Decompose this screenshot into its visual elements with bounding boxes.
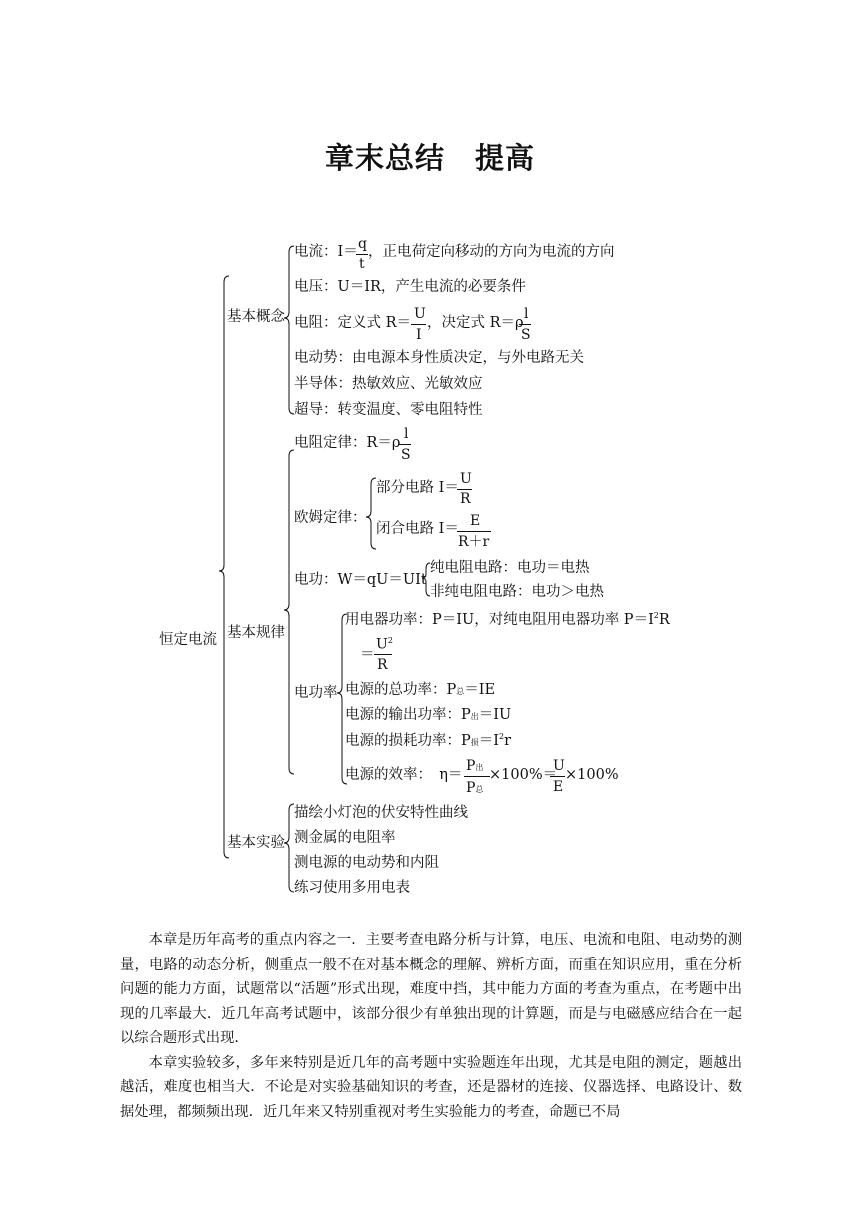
fraction-denominator: R＋r — [458, 534, 490, 550]
body-text — [120, 928, 742, 1124]
fraction-bar — [374, 654, 392, 655]
power-brace — [337, 614, 347, 784]
power-loss: 电源的损耗功率：P损$=I^2r$ — [345, 732, 512, 749]
fraction-denominator: S — [521, 327, 531, 343]
law-work-nonpure: 非纯电阻电路：电功＞电热 — [430, 584, 604, 600]
fraction-denominator: P总 — [466, 780, 484, 796]
branch-label-laws: 基本规律 — [227, 625, 285, 641]
fraction-bar — [411, 324, 426, 325]
fraction-bar — [457, 489, 472, 490]
page-title: 章末总结 提高 — [324, 141, 535, 175]
fraction-denominator: R — [460, 491, 471, 507]
fraction-numerator: U — [460, 471, 472, 487]
experiment-item: 测金属的电阻率 — [294, 830, 396, 846]
fraction-denominator: I — [416, 327, 422, 343]
power-output: 电源的输出功率：P出＝IU — [345, 707, 512, 723]
root-label: 恒定电流 — [159, 632, 217, 648]
branch-label-experiments: 基本实验 — [227, 835, 285, 851]
law-work-pure: 纯电阻电路：电功＝电热 — [430, 560, 590, 576]
fraction-bar — [399, 444, 411, 445]
law-power-label: 电功率 — [294, 685, 338, 701]
fraction-bar — [464, 776, 490, 777]
fraction-numerator: q — [358, 236, 367, 252]
experiment-item: 描绘小灯泡的伏安特性曲线 — [294, 805, 468, 821]
fraction-denominator: R — [377, 657, 388, 673]
fraction-denominator: E — [553, 779, 564, 795]
fraction-numerator: U — [414, 306, 426, 322]
fraction-numerator: P出 — [466, 758, 484, 774]
fraction-bar — [519, 324, 531, 325]
fraction-numerator: E — [470, 513, 481, 529]
ohm-brace — [366, 478, 376, 549]
fraction-numerator: l — [404, 426, 409, 442]
concepts-brace — [284, 246, 294, 414]
concept-voltage: 电压：U＝IR，产生电流的必要条件 — [294, 279, 526, 295]
fraction-numerator: l — [524, 306, 529, 322]
fraction-denominator: t — [359, 256, 365, 272]
experiment-item: 练习使用多用电表 — [294, 880, 410, 896]
fraction-denominator: S — [401, 447, 411, 463]
paragraph: 本章是历年高考的重点内容之一．主要考查电路分析与计算，电压、电流和电阻、电动势的测量，电路的动态分析，侧重点一般不在对基本概念的理解、辨析方面，而重在知识应用，重在分析问题的能力方面，试题常以“活题”形式出现，难度中挡，其中能力方面的考查为重点，在考题中出现的几率最大．近几年高考试题中，该部分很少有单独出现的计算题，而是与电磁感应结合在一起以综合题形式出现． — [120, 932, 742, 1046]
concept-superconductor: 超导：转变温度、零电阻特性 — [294, 402, 483, 418]
power-total: 电源的总功率：P总＝IE — [345, 682, 496, 698]
power-appliance: 用电器功率：P＝IU，对纯电阻用电器功率 $P=I^2R$ — [345, 611, 670, 628]
fraction-bar — [356, 254, 368, 255]
laws-brace — [284, 450, 294, 774]
root-brace — [219, 276, 229, 858]
fraction-bar — [457, 531, 491, 532]
fraction-bar — [550, 776, 565, 777]
experiment-item: 测电源的电动势和内阻 — [294, 855, 439, 871]
fraction-numerator: $U^2$ — [376, 636, 393, 653]
law-work-label: 电功：W＝qU＝UIt — [294, 572, 427, 588]
paragraph: 本章实验较多，多年来特别是近几年的高考题中实验题连年出现，尤其是电阻的测定，题越出越活，难度也相当大．不论是对实验基础知识的考查，还是器材的连接、仪器选择、电路设计、数据处理，都频频出现．近几年来又特别重视对考生实验能力的考查，命题已不局 — [120, 1054, 742, 1120]
law-ohm-label: 欧姆定律： — [294, 510, 367, 526]
concept-emf: 电动势：由电源本身性质决定，与外电路无关 — [294, 350, 584, 366]
concept-semiconductor: 半导体：热敏效应、光敏效应 — [294, 376, 483, 392]
branch-label-concepts: 基本概念 — [227, 309, 285, 325]
experiments-brace — [284, 804, 294, 892]
fraction-numerator: U — [553, 758, 565, 774]
